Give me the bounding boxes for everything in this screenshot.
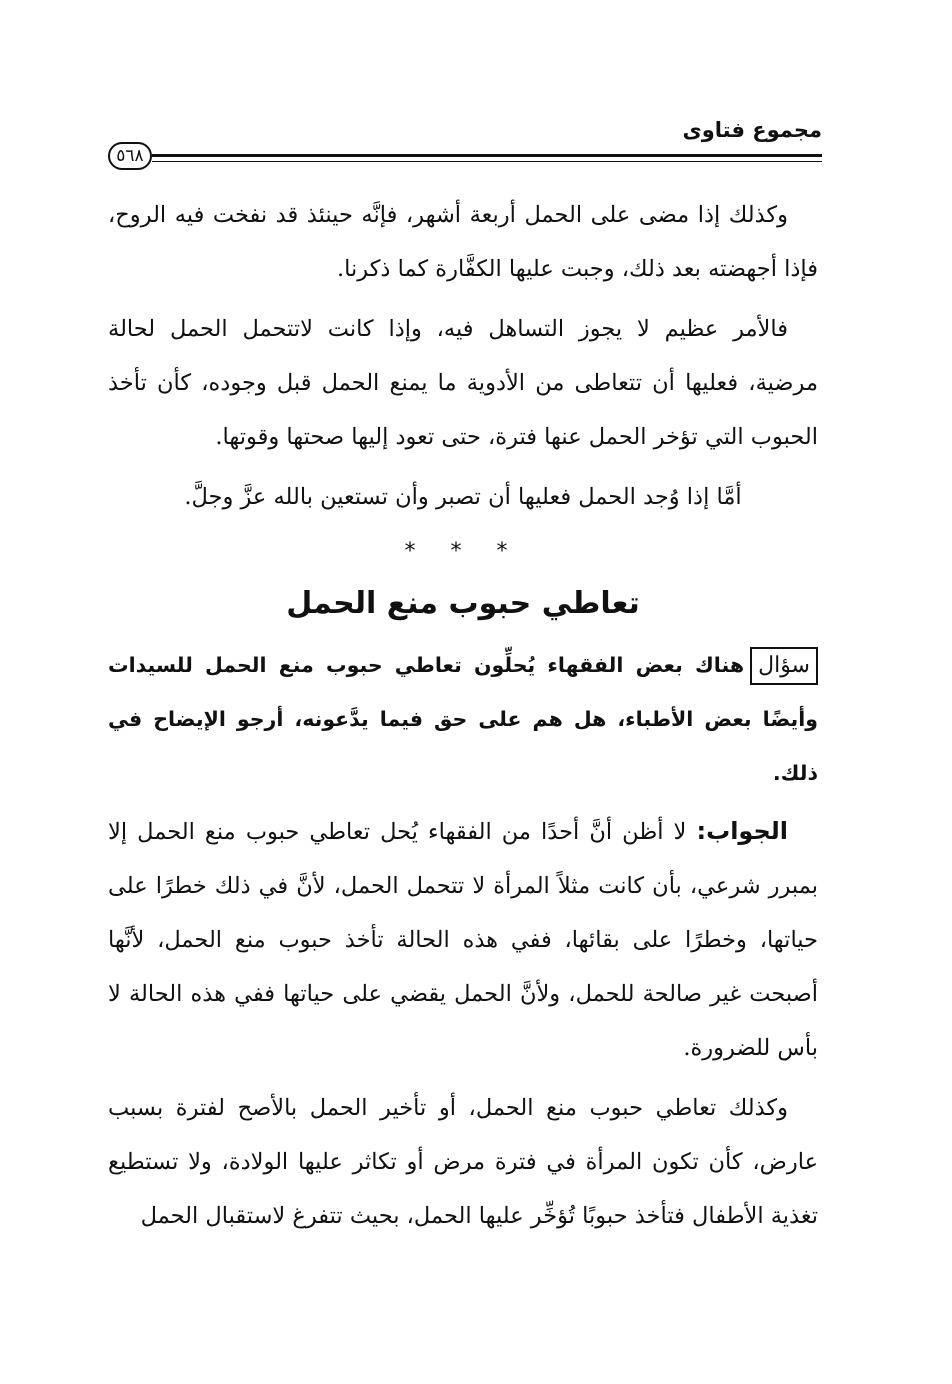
page-body	[108, 188, 818, 1249]
answer-block	[108, 804, 818, 1075]
section-separator: * * *	[404, 539, 522, 564]
page-header	[108, 118, 822, 182]
answer-text: لا أظن أنَّ أحدًا من الفقهاء يُحل تعاطي حبوب منع الحمل إلا بمبرر شرعي، بأن كانت مثلاً المرأة لا تتحمل الحمل، لأنَّ في ذلك خطرًا على حياتها، وخطرًا على بقائها، ففي هذه الحالة تأخذ حبوب منع الحمل، لأنَّها أصبحت غير صالحة للحمل، ولأنَّ الحمل يقضي على حياتها ففي هذه الحالة لا بأس للضرورة.	[108, 819, 818, 1061]
answer-label: الجواب:	[696, 817, 789, 845]
running-title: مجموع فتاوى	[682, 118, 822, 142]
question-text: هناك بعض الفقهاء يُحلِّون تعاطي حبوب منع الحمل للسيدات وأيضًا بعض الأطباء، هل هم على حق فيما يدَّعونه، أرجو الإيضاح في ذلك.	[108, 653, 818, 785]
paragraph: وكذلك تعاطي حبوب منع الحمل، أو تأخير الحمل بالأصح لفترة بسبب عارض، كأن تكون المرأة في فترة مرض أو تكاثر عليها الولادة، ولا تستطيع تغذية الأطفال فتأخذ حبوبًا تُؤخِّر عليها الحمل، بحيث تتفرغ لاستقبال الحمل	[108, 1095, 818, 1229]
paragraph: أمَّا إذا وُجد الحمل فعليها أن تصبر وأن تستعين بالله عزَّ وجلَّ.	[184, 484, 742, 510]
section-title: تعاطي حبوب منع الحمل	[286, 586, 640, 621]
question-label: سؤال	[750, 647, 818, 685]
question-block	[108, 638, 818, 800]
paragraph: وكذلك إذا مضى على الحمل أربعة أشهر، فإنَّه حينئذ قد نفخت فيه الروح، فإذا أجهضته بعد ذلك، وجبت عليها الكفَّارة كما ذكرنا.	[108, 202, 818, 282]
header-rule	[152, 154, 822, 162]
page-number: ٥٦٨	[108, 142, 152, 170]
paragraph: فالأمر عظيم لا يجوز التساهل فيه، وإذا كانت لاتتحمل الحمل لحالة مرضية، فعليها أن تتعاطى من الأدوية ما يمنع الحمل قبل وجوده، كأن تأخذ الحبوب التي تؤخر الحمل عنها فترة، حتى تعود إليها صحتها وقوتها.	[108, 316, 818, 450]
